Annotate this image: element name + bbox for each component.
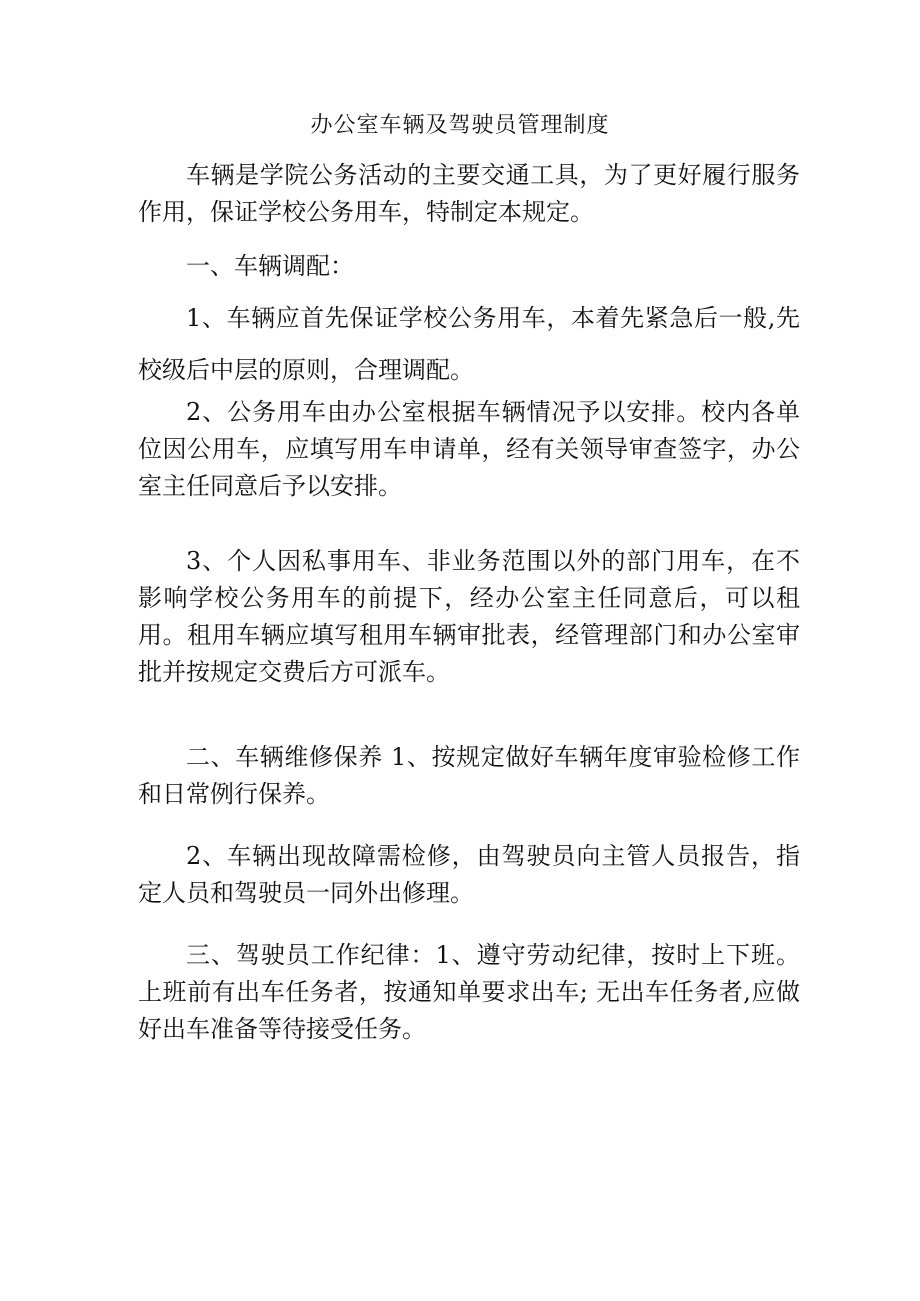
section-heading-vehicle-dispatch: 一、车辆调配： bbox=[186, 252, 354, 280]
document-title: 办公室车辆及驾驶员管理制度 bbox=[310, 113, 610, 138]
section-maintenance-rule-1: 二、车辆维修保养 1、按规定做好车辆年度审验检修工作和日常例行保养。 bbox=[138, 743, 800, 808]
dispatch-rule-2: 2、公务用车由办公室根据车辆情况予以安排。校内各单位因公用车，应填写用车申请单，经有关领导审查签字，办公室主任同意后予以安排。 bbox=[138, 398, 800, 500]
dispatch-rule-1: 1、车辆应首先保证学校公务用车，本着先紧急后一般,先校级后中层的原则，合理调配。 bbox=[138, 304, 800, 384]
maintenance-rule-2: 2、车辆出现故障需检修，由驾驶员向主管人员报告，指定人员和驾驶员一同外出修理。 bbox=[138, 842, 800, 907]
intro-paragraph: 车辆是学院公务活动的主要交通工具，为了更好履行服务作用，保证学校公务用车，特制定本规定。 bbox=[138, 161, 800, 226]
dispatch-rule-3: 3、个人因私事用车、非业务范围以外的部门用车，在不影响学校公务用车的前提下，经办公室主任同意后，可以租用。租用车辆应填写租用车辆审批表，经管理部门和办公室审批并按规定交费后方可派车。 bbox=[138, 547, 800, 686]
section-driver-discipline-rule-1: 三、驾驶员工作纪律：1、遵守劳动纪律，按时上下班。上班前有出车任务者，按通知单要求出车; 无出车任务者,应做好出车准备等待接受任务。 bbox=[138, 941, 800, 1043]
